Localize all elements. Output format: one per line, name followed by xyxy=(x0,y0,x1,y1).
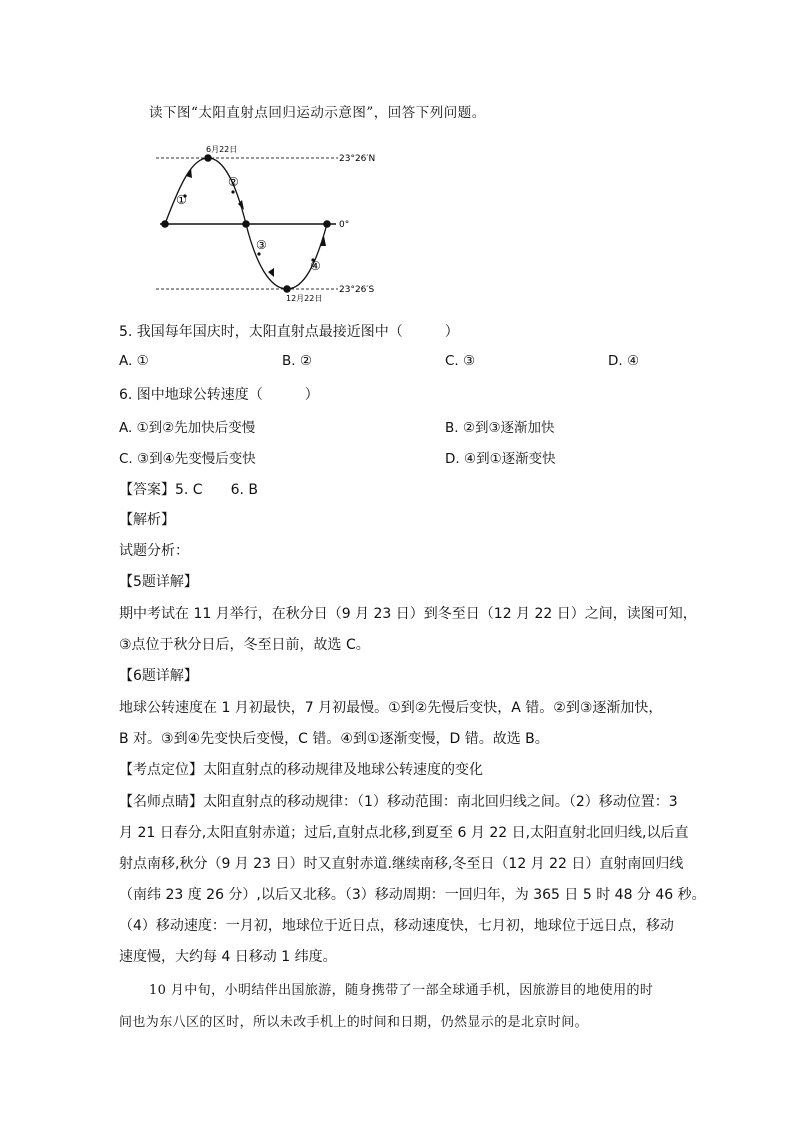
mingshi-line-3: 射点南移,秋分（9 月 23 日）时又直射赤道.继续南移,冬至日（12 月 22 日）直射南回归线 xyxy=(119,856,684,872)
analysis-title: 【解析】 xyxy=(119,512,175,528)
detail-6-title: 【6题详解】 xyxy=(119,668,198,684)
q6-option-b[interactable]: B. ②到③逐渐加快 xyxy=(445,420,555,436)
marker-3: ③ xyxy=(256,238,267,252)
label-south: 23°26′S xyxy=(339,285,375,295)
winter-solstice-point xyxy=(283,285,291,293)
q6-option-d[interactable]: D. ④到①逐渐变快 xyxy=(445,451,556,467)
kaodian: 【考点定位】太阳直射点的移动规律及地球公转速度的变化 xyxy=(119,762,483,778)
mingshi-line-5: （4）移动速度：一月初，地球位于近日点，移动速度快，七月初，地球位于远日点，移动 xyxy=(119,918,674,934)
next-question-line-1: 10 月中旬，小明结伴出国旅游，随身携带了一部全球通手机，因旅游目的地使用的时 xyxy=(149,983,654,998)
vernal-equinox-point xyxy=(161,220,169,228)
q6-stem: 6. 图中地球公转速度（ ） xyxy=(119,387,319,403)
mingshi-line-1: 【名师点睛】太阳直射点的移动规律：（1）移动范围：南北回归线之间。（2）移动位置：3 xyxy=(119,794,678,810)
autumnal-equinox-point xyxy=(242,220,250,228)
label-dec22: 12月22日 xyxy=(286,294,323,303)
summer-solstice-point xyxy=(204,154,212,162)
analysis-intro: 试题分析： xyxy=(119,543,189,559)
intro-text: 读下图“太阳直射点回归运动示意图”，回答下列问题。 xyxy=(149,105,486,121)
marker-4: ④ xyxy=(310,259,321,273)
answer: 【答案】5. C 6. B xyxy=(119,482,258,498)
q6-option-c[interactable]: C. ③到④先变慢后变快 xyxy=(119,451,256,467)
mingshi-line-6: 速度慢，大约每 4 日移动 1 纬度。 xyxy=(119,949,337,965)
label-equator: 0° xyxy=(339,220,350,230)
q5-option-d[interactable]: D. ④ xyxy=(608,353,640,369)
arrow-icon xyxy=(268,268,274,277)
marker-1: ① xyxy=(176,193,187,207)
detail-5-title: 【5题详解】 xyxy=(119,574,198,590)
q5-stem: 5. 我国每年国庆时，太阳直射点最接近图中（ ） xyxy=(119,324,459,340)
arrow-icon xyxy=(238,200,244,210)
next-question-line-2: 间也为东八区的区时，所以未改手机上的时间和日期，仍然显示的是北京时间。 xyxy=(119,1015,589,1030)
label-north: 23°26′N xyxy=(339,154,376,164)
detail-6-line-1: 地球公转速度在 1 月初最快，7 月初最慢。①到②先慢后变快，A 错。②到③逐渐加快， xyxy=(119,700,663,716)
q5-option-c[interactable]: C. ③ xyxy=(445,353,476,369)
detail-6-line-2: B 对。③到④先变快后变慢，C 错。④到①逐渐变慢，D 错。故选 B。 xyxy=(119,731,549,747)
detail-5-line-1: 期中考试在 11 月举行，在秋分日（9 月 23 日）到冬至日（12 月 22 日）之间，读图可知， xyxy=(119,606,697,622)
q5-option-b[interactable]: B. ② xyxy=(282,353,312,369)
mingshi-line-4: （南纬 23 度 26 分）,以后又北移。（3）移动周期：一回归年，为 365 日 5 时 48 分 46 秒。 xyxy=(119,887,706,903)
detail-5-line-2: ③点位于秋分日后，冬至日前，故选 C。 xyxy=(119,637,370,653)
next-equinox-point xyxy=(323,220,331,228)
marker-2: ② xyxy=(228,175,239,189)
solar-direct-point-diagram xyxy=(150,140,380,310)
q5-option-a[interactable]: A. ① xyxy=(119,353,149,369)
label-jun22: 6月22日 xyxy=(206,145,238,154)
q6-option-a[interactable]: A. ①到②先加快后变慢 xyxy=(119,420,256,436)
mingshi-line-2: 月 21 日春分,太阳直射赤道；过后,直射点北移,到夏至 6 月 22 日,太阳直射北回归线,以后直 xyxy=(119,825,689,841)
arrow-icon xyxy=(186,168,192,178)
